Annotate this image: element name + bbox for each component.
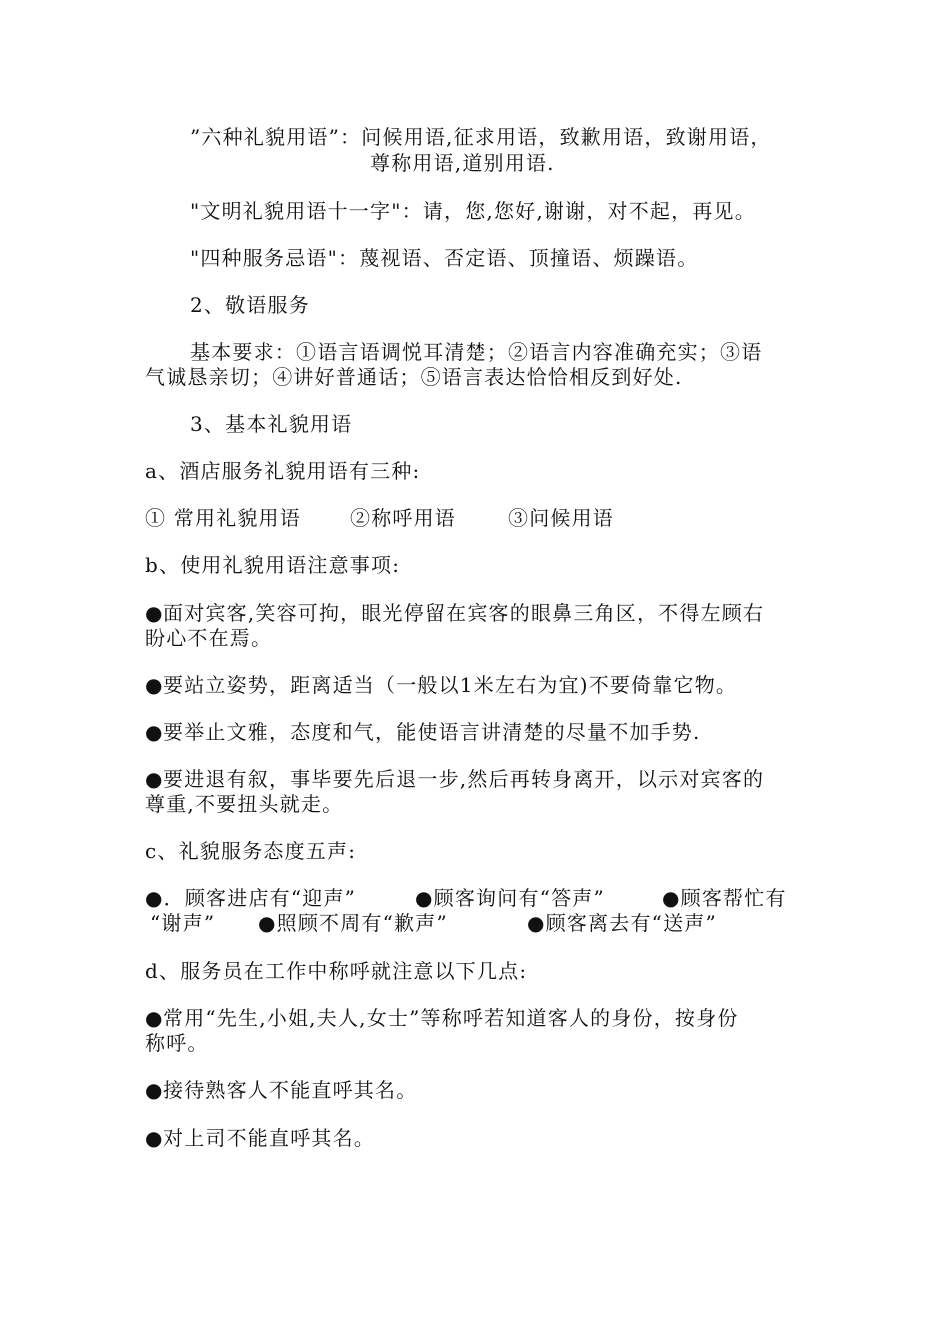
a-title: a、酒店服务礼貌用语有三种: xyxy=(145,459,421,483)
four-taboos-line: "四种服务忌语"：蔑视语、否定语、顶撞语、烦躁语。 xyxy=(190,246,699,270)
b-item-4-text: 要进退有叙，事毕要先后退一步,然后再转身离开，以示对宾客的 xyxy=(163,767,765,791)
b-item-3 xyxy=(145,719,701,745)
d-item-3 xyxy=(145,1125,375,1151)
basic-requirements-line-2: 气诚恳亲切；④讲好普通话；⑤语言表达恰恰相反到好处. xyxy=(145,365,683,389)
six-polite-phrases-line-1: ”六种礼貌用语”：问候用语,征求用语，致歉用语，致谢用语， xyxy=(190,125,772,149)
bullet-icon: ● xyxy=(145,601,164,625)
d-item-2 xyxy=(145,1077,417,1103)
d-title: d、服务员在工作中称呼就注意以下几点: xyxy=(145,959,528,983)
bullet-icon: ● xyxy=(145,1006,164,1030)
a-item-1: ① 常用礼貌用语 xyxy=(145,506,301,530)
section-3-heading: 3、基本礼貌用语 xyxy=(190,412,353,436)
c-item-3-continued: “谢声” xyxy=(150,911,216,935)
six-polite-phrases-line-2: 尊称用语,道别用语. xyxy=(370,151,555,175)
a-item-2: ②称呼用语 xyxy=(350,506,456,530)
d-item-1-line-1 xyxy=(145,1005,739,1031)
b-item-1-line-2: 盼心不在焉。 xyxy=(145,626,273,650)
c-item-1: ●．顾客进店有“迎声” xyxy=(145,886,357,910)
b-item-1-text: 面对宾客,笑容可拘，眼光停留在宾客的眼鼻三角区，不得左顾右 xyxy=(163,601,765,625)
a-item-3: ③问候用语 xyxy=(508,506,614,530)
bullet-icon: ● xyxy=(145,767,164,791)
bullet-icon: ● xyxy=(145,720,164,744)
d-item-1-text: 常用“先生,小姐,夫人,女士”等称呼若知道客人的身份，按身份 xyxy=(163,1006,739,1030)
bullet-icon: ● xyxy=(145,673,164,697)
c-item-3: ●顾客帮忙有 xyxy=(662,886,787,910)
section-2-heading: 2、敬语服务 xyxy=(190,293,310,317)
eleven-words-line: "文明礼貌用语十一字"：请，您,您好,谢谢，对不起，再见。 xyxy=(190,199,756,223)
d-item-1-line-2: 称呼。 xyxy=(145,1031,209,1055)
b-title: b、使用礼貌用语注意事项: xyxy=(145,553,401,577)
b-item-2-text: 要站立姿势，距离适当（一般以1米左右为宜)不要倚靠它物。 xyxy=(163,673,738,697)
b-item-3-text: 要举止文雅，态度和气，能使语言讲清楚的尽量不加手势. xyxy=(163,720,701,744)
bullet-icon: ● xyxy=(145,1078,164,1102)
b-item-1-line-1 xyxy=(145,600,764,626)
d-item-2-text: 接待熟客人不能直呼其名。 xyxy=(163,1078,418,1102)
b-item-4-line-1 xyxy=(145,766,764,792)
c-item-4: ●照顾不周有“歉声” xyxy=(258,911,448,935)
b-item-2 xyxy=(145,672,737,698)
d-item-3-text: 对上司不能直呼其名。 xyxy=(163,1126,375,1150)
bullet-icon: ● xyxy=(145,1126,164,1150)
c-item-5: ●顾客离去有“送声” xyxy=(527,911,717,935)
basic-requirements-line-1: 基本要求：①语言语调悦耳清楚；②语言内容准确充实；③语 xyxy=(190,340,763,364)
c-item-2: ●顾客询问有“答声” xyxy=(415,886,605,910)
c-title: c、礼貌服务态度五声: xyxy=(145,839,357,863)
b-item-4-line-2: 尊重,不要扭头就走。 xyxy=(145,792,344,816)
